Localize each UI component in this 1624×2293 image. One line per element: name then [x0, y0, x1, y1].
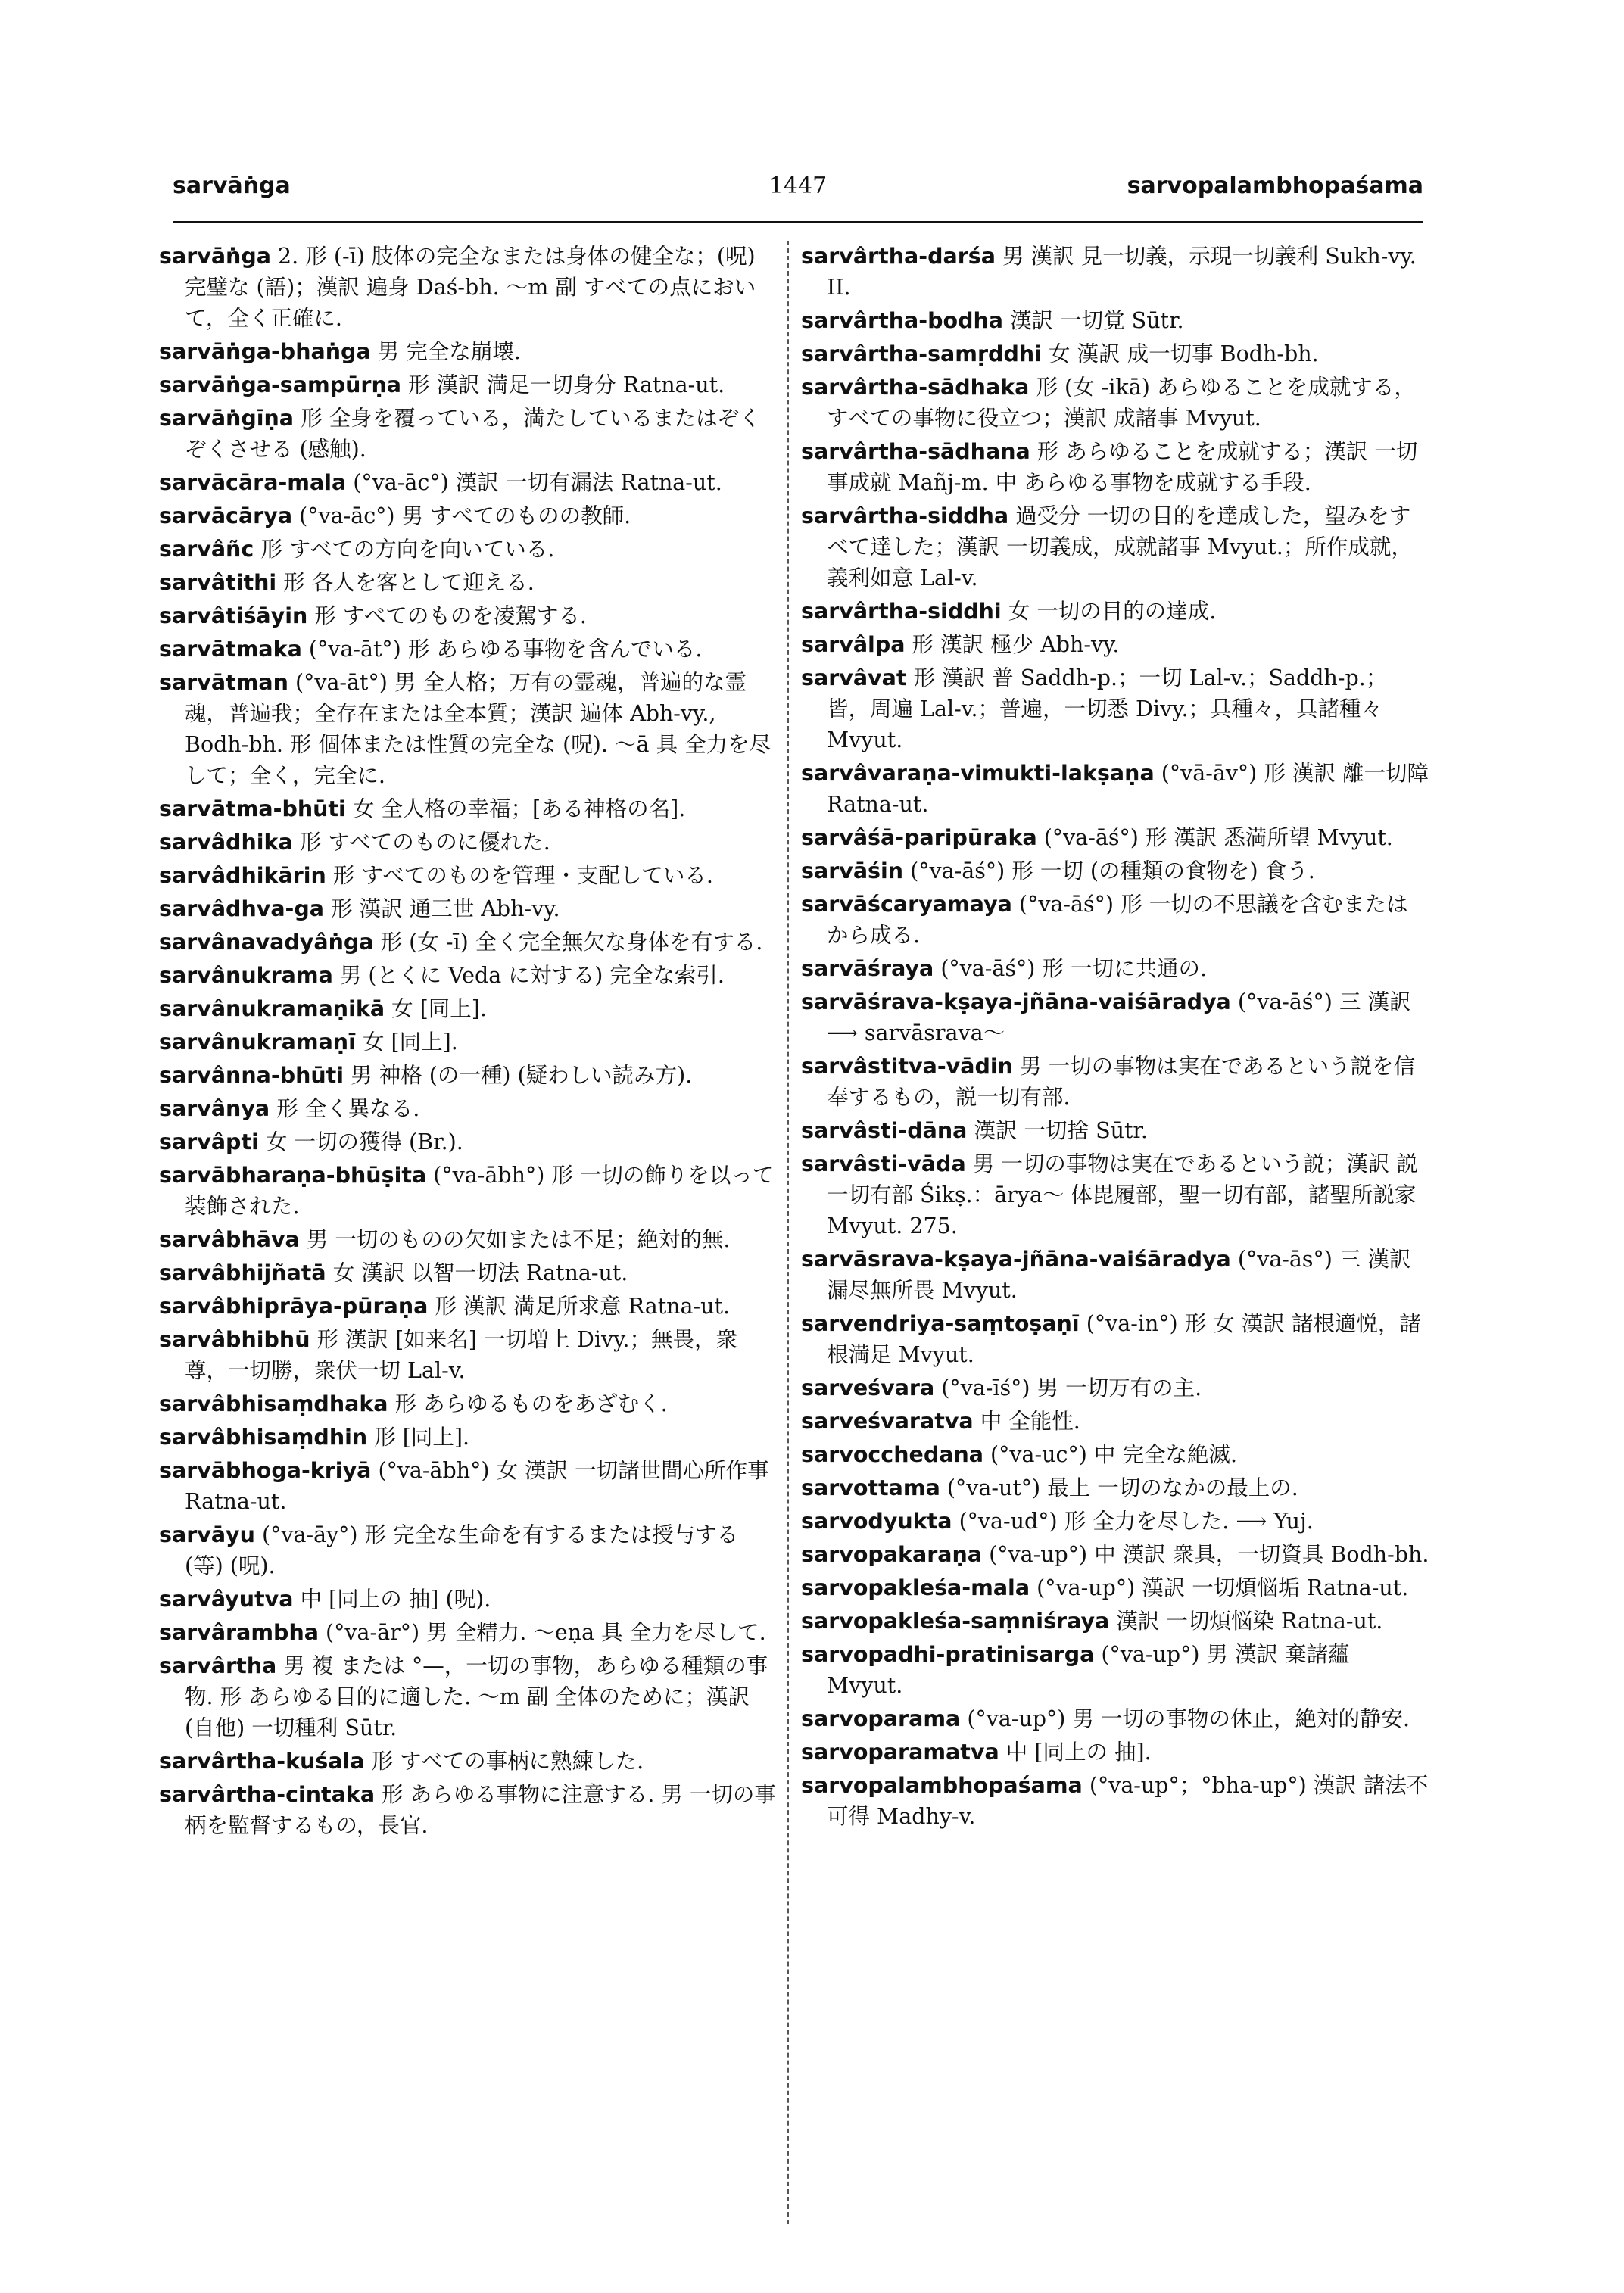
entry-definition: 漢訳 一切覚 Sūtr.: [1010, 308, 1184, 333]
dictionary-entry: [801, 1737, 1429, 1768]
entry-headword: sarvâtiśāyin: [159, 603, 308, 628]
entry-definition: 女 全人格の幸福；[ある神格の名].: [352, 796, 686, 821]
dictionary-entry: [801, 1506, 1429, 1537]
entry-headword: sarvâbhāva: [159, 1227, 300, 1252]
entry-headword: sarvoparama: [801, 1706, 961, 1731]
dictionary-entry: [159, 960, 780, 991]
entry-headword: sarvāśin: [801, 858, 904, 883]
left-column: [159, 241, 780, 1843]
entry-definition: 形 (女 -ī) 全く完全無欠な身体を有する.: [380, 930, 763, 955]
entry-definition: 形 全く異なる.: [276, 1096, 420, 1121]
entry-headword: sarvocchedana: [801, 1442, 983, 1467]
dictionary-entry: [801, 1372, 1429, 1404]
entry-headword: sarvātma-bhūti: [159, 796, 346, 821]
entry-headword: sarvâbhisaṃdhaka: [159, 1391, 388, 1416]
entry-headword: sarvopakleśa-mala: [801, 1575, 1030, 1600]
entry-headword: sarvârtha-darśa: [801, 244, 996, 269]
entry-definition: (°va-āc°) 男 すべてのものの教師.: [299, 503, 631, 528]
entry-definition: 男 一切の事物は実在であるという説を信奉するもの，説一切有部.: [827, 1054, 1416, 1110]
header-rule: [173, 221, 1423, 223]
dictionary-entry: [159, 500, 780, 531]
entry-definition: 形 漢訳 極少 Abh-vy.: [912, 632, 1120, 657]
entry-definition: 形 すべての方向を向いている.: [260, 537, 555, 562]
entry-definition: 過受分 一切の目的を達成した，望みをすべて達した；漢訳 一切義成，成就諸事 Mvyut.；所作成就，義利如意 Lal-v.: [827, 503, 1413, 590]
dictionary-entry: [801, 855, 1429, 886]
dictionary-entry: [801, 1606, 1429, 1637]
dictionary-entry: [801, 1770, 1429, 1832]
entry-definition: 形 漢訳 [如来名] 一切増上 Divy.；無畏，衆尊，一切勝，衆伏一切 Lal-v.: [185, 1327, 737, 1383]
entry-definition: 形 すべてのものを凌駕する.: [314, 603, 587, 628]
entry-headword: sarvâśā-paripūraka: [801, 825, 1037, 850]
entry-definition: 形 (女 -ikā) あらゆることを成就する，すべての事物に役立つ；漢訳 成諸事 Mvyut.: [827, 375, 1416, 431]
entry-headword: sarvâyutva: [159, 1587, 294, 1612]
dictionary-entry: [159, 667, 780, 791]
dictionary-entry: [801, 372, 1429, 434]
dictionary-entry: [159, 860, 780, 891]
entry-definition: (°va-in°) 形 女 漢訳 諸根適悦，諸根満足 Mvyut.: [827, 1311, 1421, 1367]
entry-definition: (°va-ud°) 形 全力を尽した. ⟶ Yuj.: [959, 1509, 1314, 1534]
entry-headword: sarvopakaraṇa: [801, 1542, 983, 1567]
dictionary-entry: [159, 1779, 780, 1841]
dictionary-entry: [159, 1257, 780, 1288]
entry-headword: sarvācārya: [159, 503, 293, 528]
entry-headword: sarvârtha-samṛddhi: [801, 341, 1042, 366]
dictionary-entry: [159, 1519, 780, 1581]
dictionary-entry: [801, 1115, 1429, 1146]
entry-headword: sarvâsti-dāna: [801, 1118, 968, 1143]
entry-definition: (°va-āc°) 漢訳 一切有漏法 Ratna-ut.: [353, 470, 722, 495]
entry-headword: sarvātmaka: [159, 637, 302, 662]
dictionary-entry: [159, 893, 780, 924]
entry-definition: 形 すべての事柄に熟練した.: [371, 1749, 644, 1774]
page-header: [173, 173, 1423, 218]
entry-headword: sarvābharaṇa-bhūṣita: [159, 1163, 427, 1188]
entry-definition: 男 漢訳 見一切義，示現一切義利 Sukh-vy. II.: [827, 244, 1417, 300]
entry-definition: 形 あらゆる事物に注意する. 男 一切の事柄を監督するもの，長官.: [185, 1782, 776, 1838]
entry-definition: 女 一切の獲得 (Br.).: [265, 1129, 463, 1154]
entry-headword: sarvottama: [801, 1475, 940, 1500]
dictionary-entry: [159, 1126, 780, 1157]
entry-definition: (°va-ābh°) 女 漢訳 一切諸世間心所作事 Ratna-ut.: [185, 1458, 769, 1514]
entry-definition: 形 漢訳 普 Saddh-p.；一切 Lal-v.；Saddh-p.；皆，周遍 Lal-v.；普遍，一切悉 Divy.；具種々，具諸種々 Mvyut.: [827, 665, 1388, 752]
dictionary-entry: [801, 305, 1429, 336]
entry-definition: 形 漢訳 通三世 Abh-vy.: [331, 896, 560, 921]
entry-definition: (°va-ār°) 男 全精力. ～eṇa 具 全力を尽して.: [326, 1620, 766, 1645]
entry-headword: sarvâbhisaṃdhin: [159, 1425, 368, 1450]
entry-definition: 男 完全な崩壊.: [377, 339, 521, 364]
entry-headword: sarvopakleśa-saṃniśraya: [801, 1609, 1110, 1634]
entry-definition: (°va-uc°) 中 完全な絶滅.: [990, 1442, 1238, 1467]
entry-headword: sarvâvat: [801, 665, 907, 690]
entry-definition: (°va-āś°) 形 漢訳 悉満所望 Mvyut.: [1043, 825, 1393, 850]
right-column: [801, 241, 1429, 1834]
dictionary-entry: [801, 629, 1429, 660]
entry-headword: sarvârtha: [159, 1653, 277, 1678]
entry-definition: (°va-īś°) 男 一切万有の主.: [941, 1375, 1202, 1400]
left-guide-word: sarvāṅga: [173, 173, 291, 199]
entry-headword: sarvârtha-siddhi: [801, 599, 1002, 624]
entry-headword: sarvāśrava-kṣaya-jñāna-vaiśāradya: [801, 989, 1231, 1014]
dictionary-entry: [159, 993, 780, 1024]
entry-definition: 男 一切のものの欠如または不足；絶対的無.: [306, 1227, 731, 1252]
entry-headword: sarvoparamatva: [801, 1740, 999, 1765]
entry-definition: (°va-up°) 男 漢訳 棄諸蘊 Mvyut.: [827, 1642, 1350, 1698]
dictionary-entry: [159, 1027, 780, 1058]
entry-definition: 形 各人を客として迎える.: [283, 570, 535, 595]
entry-definition: 形 漢訳 満足所求意 Ratna-ut.: [435, 1294, 731, 1319]
column-divider: [787, 241, 789, 2224]
dictionary-entry: [801, 889, 1429, 951]
entry-definition: (°va-up°) 漢訳 一切煩悩垢 Ratna-ut.: [1036, 1575, 1409, 1600]
entry-definition: (°va-āy°) 形 完全な生命を有するまたは授与する (等) (呪).: [185, 1522, 739, 1578]
entry-definition: (°vā-āv°) 形 漢訳 離一切障 Ratna-ut.: [827, 761, 1429, 817]
entry-definition: 形 あらゆるものをあざむく.: [394, 1391, 668, 1416]
entry-headword: sarvāṅga-bhaṅga: [159, 339, 371, 364]
entry-headword: sarvāṅgīṇa: [159, 406, 295, 431]
dictionary-entry: [801, 953, 1429, 984]
entry-headword: sarvāṅga: [159, 244, 271, 269]
entry-definition: 漢訳 一切捨 Sūtr.: [974, 1118, 1148, 1143]
dictionary-entry: [159, 1224, 780, 1255]
entry-headword: sarvāsrava-kṣaya-jñāna-vaiśāradya: [801, 1247, 1231, 1272]
entry-headword: sarvâtithi: [159, 570, 277, 595]
entry-definition: 形 全身を覆っている，満たしているまたはぞくぞくさせる (感触).: [185, 406, 761, 462]
dictionary-entry: [159, 567, 780, 598]
entry-headword: sarvâstitva-vādin: [801, 1054, 1013, 1079]
entry-headword: sarvāścaryamaya: [801, 892, 1012, 917]
entry-headword: sarvârtha-sādhana: [801, 439, 1030, 464]
dictionary-entry: [801, 436, 1429, 498]
page-number: 1447: [768, 173, 828, 199]
dictionary-entry: [159, 1650, 780, 1743]
dictionary-entry: [159, 336, 780, 367]
entry-definition: 形 [同上].: [374, 1425, 470, 1450]
dictionary-entry: [159, 1584, 780, 1615]
dictionary-entry: [801, 500, 1429, 594]
entry-definition: 2. 形 (-ī) 肢体の完全なまたは身体の健全な；(呪) 完璧な (語)；漢訳 遍身 Daś-bh. ～m 副 すべての点において，全く正確に.: [185, 244, 756, 331]
dictionary-entry: [801, 758, 1429, 820]
entry-definition: (°va-ut°) 最上 一切のなかの最上の.: [946, 1475, 1298, 1500]
entry-headword: sarvâvaraṇa-vimukti-lakṣaṇa: [801, 761, 1155, 786]
entry-headword: sarveśvara: [801, 1375, 935, 1400]
dictionary-entry: [801, 241, 1429, 303]
entry-headword: sarvopadhi-pratinisarga: [801, 1642, 1095, 1667]
dictionary-entry: [159, 1160, 780, 1222]
entry-headword: sarvânukramaṇī: [159, 1030, 356, 1055]
entry-definition: (°va-ābh°) 形 一切の飾りを以って装飾された.: [185, 1163, 775, 1219]
dictionary-entry: [801, 662, 1429, 756]
dictionary-entry: [801, 1148, 1429, 1242]
dictionary-entry: [801, 1439, 1429, 1470]
dictionary-entry: [159, 403, 780, 465]
entry-headword: sarvâdhikārin: [159, 863, 326, 888]
dictionary-entry: [159, 827, 780, 858]
dictionary-entry: [801, 1244, 1429, 1306]
entry-definition: 男 複 または °—，一切の事物，あらゆる種類の事物. 形 あらゆる目的に適した. ～m 副 全体のために；漢訳 (自他) 一切種利 Sūtr.: [185, 1653, 768, 1740]
entry-definition: 女 [同上].: [362, 1030, 458, 1055]
dictionary-entry: [159, 369, 780, 400]
dictionary-entry: [159, 1746, 780, 1777]
entry-definition: (°va-āt°) 形 あらゆる事物を含んでいる.: [308, 637, 703, 662]
entry-headword: sarvânukrama: [159, 963, 333, 988]
entry-headword: sarvârtha-bodha: [801, 308, 1003, 333]
entry-headword: sarvâbhiprāya-pūraṇa: [159, 1294, 429, 1319]
dictionary-entry: [159, 1617, 780, 1648]
entry-definition: 男 (とくに Veda に対する) 完全な索引.: [339, 963, 725, 988]
entry-definition: 形 すべてのものに優れた.: [299, 830, 550, 855]
entry-definition: 形 漢訳 満足一切身分 Ratna-ut.: [408, 372, 725, 397]
entry-headword: sarvânukramaṇikā: [159, 996, 385, 1021]
dictionary-entry: [159, 634, 780, 665]
dictionary-entry: [159, 793, 780, 824]
entry-headword: sarvāyu: [159, 1522, 255, 1547]
entry-headword: sarvâlpa: [801, 632, 906, 657]
entry-definition: (°va-āt°) 男 全人格；万有の霊魂，普遍的な霊魂，普遍我；全存在または全本質；漢訳 遍体 Abh-vy., Bodh-bh. 形 個体または性質の完全な (呪). ～ā 具 全力を尽して；全く，完全に.: [185, 670, 771, 788]
entry-definition: 形 あらゆることを成就する；漢訳 一切事成就 Mañj-m. 中 あらゆる事物を成就する手段.: [827, 439, 1418, 495]
entry-headword: sarvodyukta: [801, 1509, 952, 1534]
entry-headword: sarvāśraya: [801, 956, 934, 981]
entry-definition: (°va-ās°) 三 漢訳 漏尽無所畏 Mvyut.: [827, 1247, 1411, 1303]
dictionary-entry: [159, 1388, 780, 1419]
entry-headword: sarvācāra-mala: [159, 470, 347, 495]
entry-definition: (°va-up°) 男 一切の事物の休止，絶対的静安.: [967, 1706, 1410, 1731]
dictionary-entry: [159, 600, 780, 631]
entry-headword: sarvopalambhopaśama: [801, 1773, 1083, 1798]
right-guide-word: sarvopalambhopaśama: [1127, 173, 1423, 199]
entry-definition: 形 すべてのものを管理・支配している.: [332, 863, 713, 888]
dictionary-entry: [159, 467, 780, 498]
entry-headword: sarvâbhijñatā: [159, 1260, 326, 1285]
dictionary-entry: [159, 1422, 780, 1453]
dictionary-entry: [801, 1572, 1429, 1603]
entry-definition: (°va-āś°) 形 一切 (の種類の食物を) 食う.: [910, 858, 1315, 883]
entry-headword: sarvârtha-siddha: [801, 503, 1009, 528]
entry-headword: sarvânya: [159, 1096, 270, 1121]
entry-headword: sarvâbhibhū: [159, 1327, 310, 1352]
dictionary-entry: [159, 1291, 780, 1322]
entry-definition: 漢訳 一切煩悩染 Ratna-ut.: [1116, 1609, 1383, 1634]
entry-definition: 女 [同上].: [391, 996, 487, 1021]
entry-headword: sarvârtha-cintaka: [159, 1782, 376, 1807]
dictionary-entry: [159, 1455, 780, 1517]
entry-headword: sarvânavadyâṅga: [159, 930, 374, 955]
entry-headword: sarvendriya-saṃtoṣaṇī: [801, 1311, 1080, 1336]
entry-definition: 女 漢訳 成一切事 Bodh-bh.: [1048, 341, 1319, 366]
dictionary-entry: [801, 1051, 1429, 1113]
dictionary-entry: [801, 1308, 1429, 1370]
dictionary-entry: [801, 822, 1429, 853]
dictionary-entry: [801, 986, 1429, 1048]
entry-headword: sarvârambha: [159, 1620, 319, 1645]
entry-headword: sarvâñc: [159, 537, 254, 562]
dictionary-entry: [801, 1703, 1429, 1734]
entry-headword: sarvātman: [159, 670, 288, 695]
entry-headword: sarvābhoga-kriyā: [159, 1458, 372, 1483]
entry-definition: 中 全能性.: [980, 1409, 1080, 1434]
entry-headword: sarvârtha-sādhaka: [801, 375, 1030, 400]
entry-definition: (°va-āś°) 形 一切に共通の.: [940, 956, 1208, 981]
entry-definition: 男 神格 (の一種) (疑わしい読み方).: [351, 1063, 693, 1088]
entry-definition: (°va-āś°) 形 一切の不思議を含むまたはから成る.: [827, 892, 1408, 948]
dictionary-entry: [801, 338, 1429, 369]
dictionary-entry: [801, 1406, 1429, 1437]
dictionary-entry: [159, 1060, 780, 1091]
dictionary-entry: [801, 1472, 1429, 1503]
entry-definition: 男 一切の事物は実在であるという説；漢訳 説一切有部 Śikṣ.：ārya～ 体毘履部，聖一切有部，諸聖所説家 Mvyut. 275.: [827, 1151, 1418, 1238]
entry-definition: (°va-āś°) 三 漢訳 ⟶ sarvāsrava～: [827, 989, 1411, 1045]
entry-headword: sarvârtha-kuśala: [159, 1749, 365, 1774]
dictionary-entry: [159, 534, 780, 565]
entry-definition: (°va-up°) 中 漢訳 衆具，一切資具 Bodh-bh.: [989, 1542, 1429, 1567]
entry-headword: sarvâdhva-ga: [159, 896, 325, 921]
dictionary-entry: [801, 1639, 1429, 1701]
entry-headword: sarvâdhika: [159, 830, 293, 855]
entry-headword: sarveśvaratva: [801, 1409, 974, 1434]
entry-headword: sarvâsti-vāda: [801, 1151, 966, 1176]
entry-headword: sarvāṅga-sampūrṇa: [159, 372, 401, 397]
dictionary-entry: [159, 241, 780, 334]
entry-definition: (°va-up°；°bha-up°) 漢訳 諸法不可得 Madhy-v.: [827, 1773, 1429, 1829]
entry-headword: sarvâpti: [159, 1129, 259, 1154]
dictionary-entry: [801, 1539, 1429, 1570]
dictionary-entry: [159, 927, 780, 958]
dictionary-entry: [159, 1093, 780, 1124]
entry-definition: 中 [同上の 抽] (呪).: [300, 1587, 491, 1612]
dictionary-entry: [159, 1324, 780, 1386]
entry-definition: 女 一切の目的の達成.: [1008, 599, 1217, 624]
entry-definition: 女 漢訳 以智一切法 Ratna-ut.: [332, 1260, 628, 1285]
dictionary-entry: [801, 596, 1429, 627]
entry-headword: sarvânna-bhūti: [159, 1063, 344, 1088]
entry-definition: 中 [同上の 抽].: [1005, 1740, 1152, 1765]
